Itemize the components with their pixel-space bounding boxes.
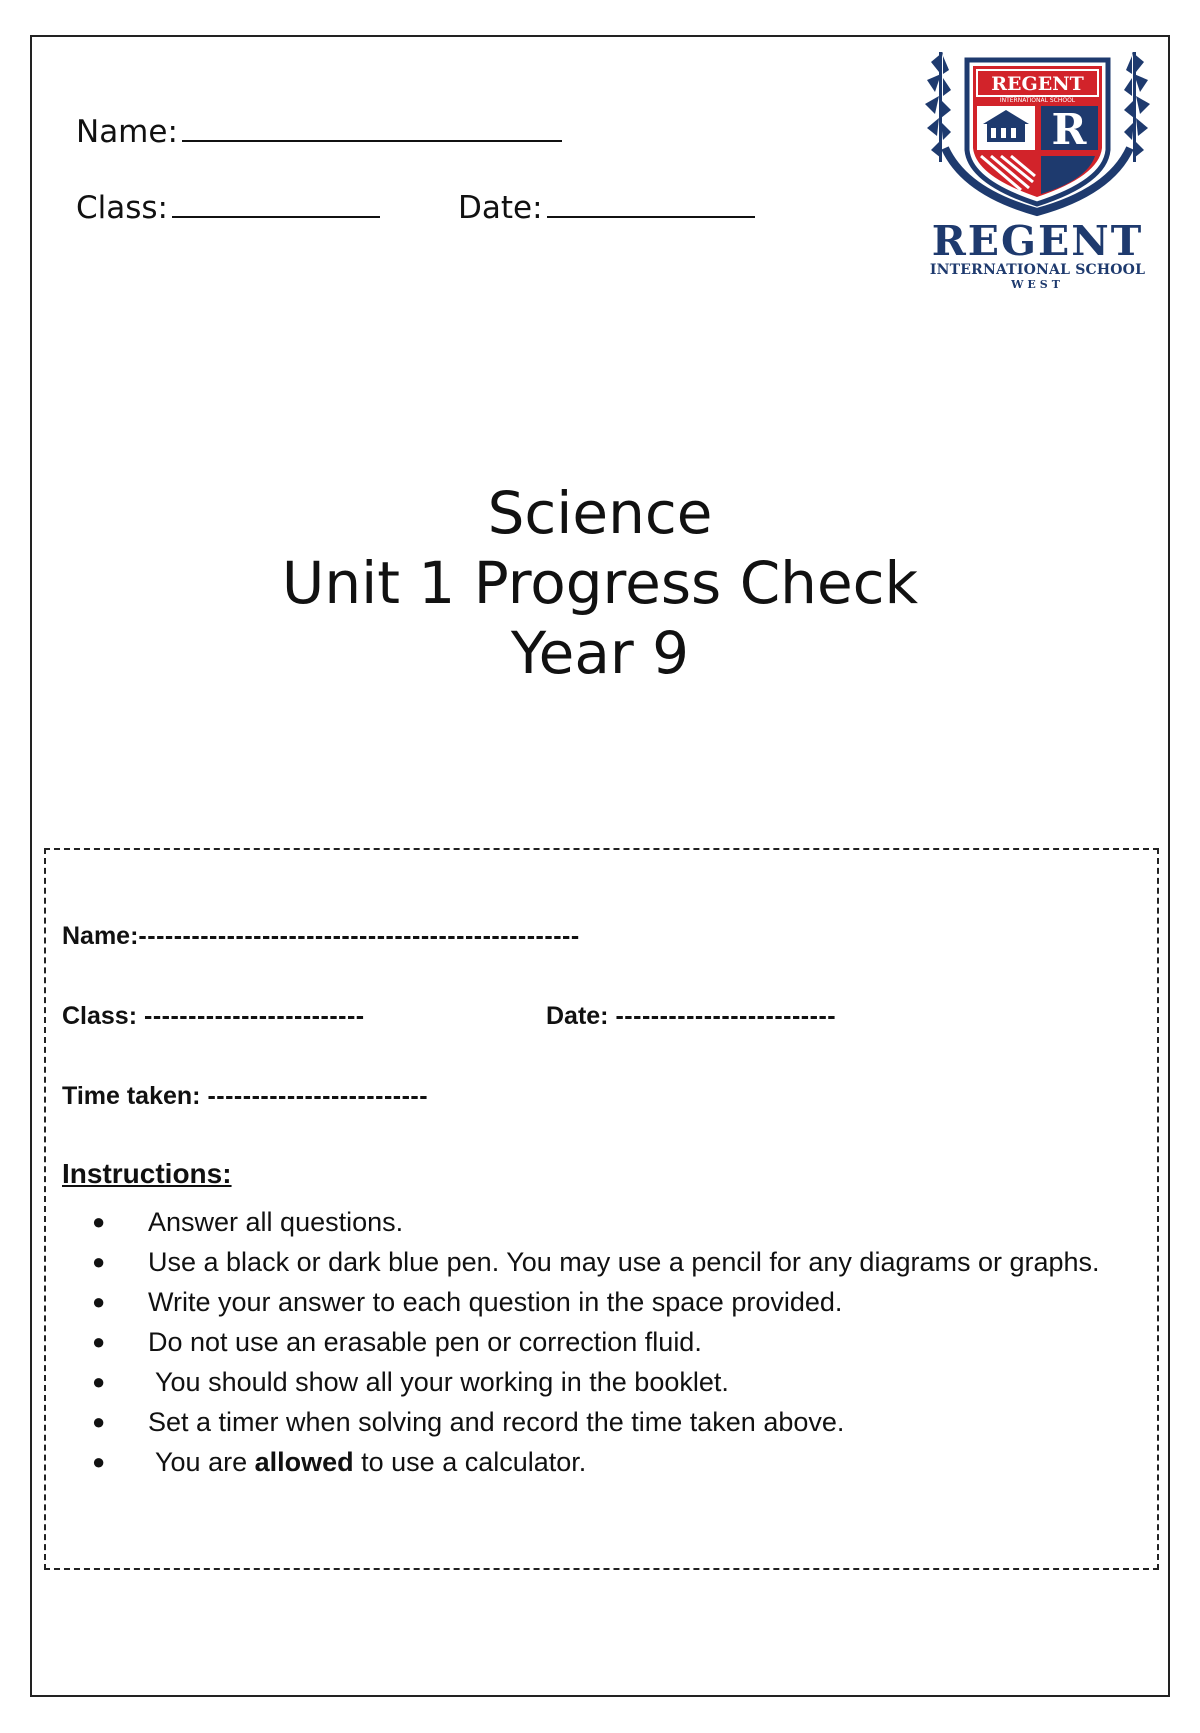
- title-year: Year 9: [510, 619, 690, 687]
- svg-text:INTERNATIONAL SCHOOL: INTERNATIONAL SCHOOL: [999, 97, 1076, 104]
- box-name-label: Name:: [62, 922, 139, 950]
- list-item: [62, 1322, 1142, 1362]
- svg-text:REGENT: REGENT: [991, 73, 1084, 95]
- instruction-text-after: to use a calculator.: [353, 1447, 587, 1477]
- bullet-icon: ●: [92, 1329, 106, 1354]
- box-class-field[interactable]: [62, 1002, 365, 1031]
- class-blank-line[interactable]: [172, 188, 380, 218]
- name-field: [76, 112, 562, 150]
- school-logo: [925, 52, 1150, 297]
- list-item: [62, 1242, 1142, 1282]
- bullet-icon: ●: [92, 1249, 106, 1274]
- box-name-field[interactable]: [62, 922, 580, 951]
- instruction-text: You should show all your working in the booklet.: [148, 1367, 729, 1397]
- instructions-list: [62, 1202, 1142, 1482]
- instruction-text-emphasis: allowed: [254, 1447, 354, 1477]
- box-date-field[interactable]: [546, 1002, 836, 1031]
- student-details-box: [44, 848, 1159, 1570]
- list-item: [62, 1282, 1142, 1322]
- date-blank-line[interactable]: [547, 188, 755, 218]
- instructions-heading: Instructions:: [62, 1158, 232, 1189]
- class-label: Class:: [76, 190, 169, 226]
- box-name-dashes: --------------------------------------------------: [138, 922, 580, 950]
- laurel-right-icon: [1124, 52, 1150, 162]
- bullet-icon: ●: [92, 1449, 106, 1474]
- box-time-dashes: -------------------------: [207, 1082, 429, 1110]
- box-class-label: Class:: [62, 1002, 138, 1030]
- instruction-text: Set a timer when solving and record the time taken above.: [148, 1407, 845, 1437]
- bullet-icon: ●: [92, 1209, 106, 1234]
- school-wordmark: [925, 217, 1150, 292]
- wordmark-subtitle: INTERNATIONAL SCHOOL: [929, 262, 1146, 278]
- wordmark-main: REGENT: [931, 217, 1144, 265]
- date-field: [458, 188, 755, 226]
- school-crest-icon: [925, 52, 1150, 220]
- list-item: [62, 1362, 1142, 1402]
- title-subject: Science: [487, 479, 713, 547]
- title-unit: Unit 1 Progress Check: [281, 549, 919, 617]
- wordmark-campus: WEST: [1011, 278, 1064, 291]
- list-item: [62, 1402, 1142, 1442]
- instruction-text: [148, 1447, 586, 1477]
- class-field: [76, 188, 380, 226]
- list-item: [62, 1202, 1142, 1242]
- date-label: Date:: [458, 190, 543, 226]
- bullet-icon: ●: [92, 1289, 106, 1314]
- list-item: [62, 1442, 1142, 1482]
- svg-text:R: R: [1051, 105, 1087, 154]
- instruction-text-before: You are: [148, 1447, 255, 1477]
- name-label: Name:: [76, 114, 178, 150]
- instruction-text: Use a black or dark blue pen. You may use a pencil for any diagrams or graphs.: [148, 1247, 1100, 1277]
- box-class-dashes: -------------------------: [144, 1002, 365, 1030]
- bullet-icon: ●: [92, 1369, 106, 1394]
- document-title: [0, 478, 1200, 688]
- box-date-dashes: -------------------------: [615, 1002, 837, 1030]
- box-date-label: Date:: [546, 1002, 609, 1030]
- laurel-left-icon: [925, 52, 951, 162]
- instruction-text: Write your answer to each question in the space provided.: [148, 1287, 843, 1317]
- box-time-field[interactable]: [62, 1082, 428, 1111]
- instruction-text: Do not use an erasable pen or correction fluid.: [148, 1327, 702, 1357]
- bullet-icon: ●: [92, 1409, 106, 1434]
- box-time-label: Time taken:: [62, 1082, 201, 1110]
- name-blank-line[interactable]: [182, 112, 562, 142]
- instruction-text: Answer all questions.: [148, 1207, 404, 1237]
